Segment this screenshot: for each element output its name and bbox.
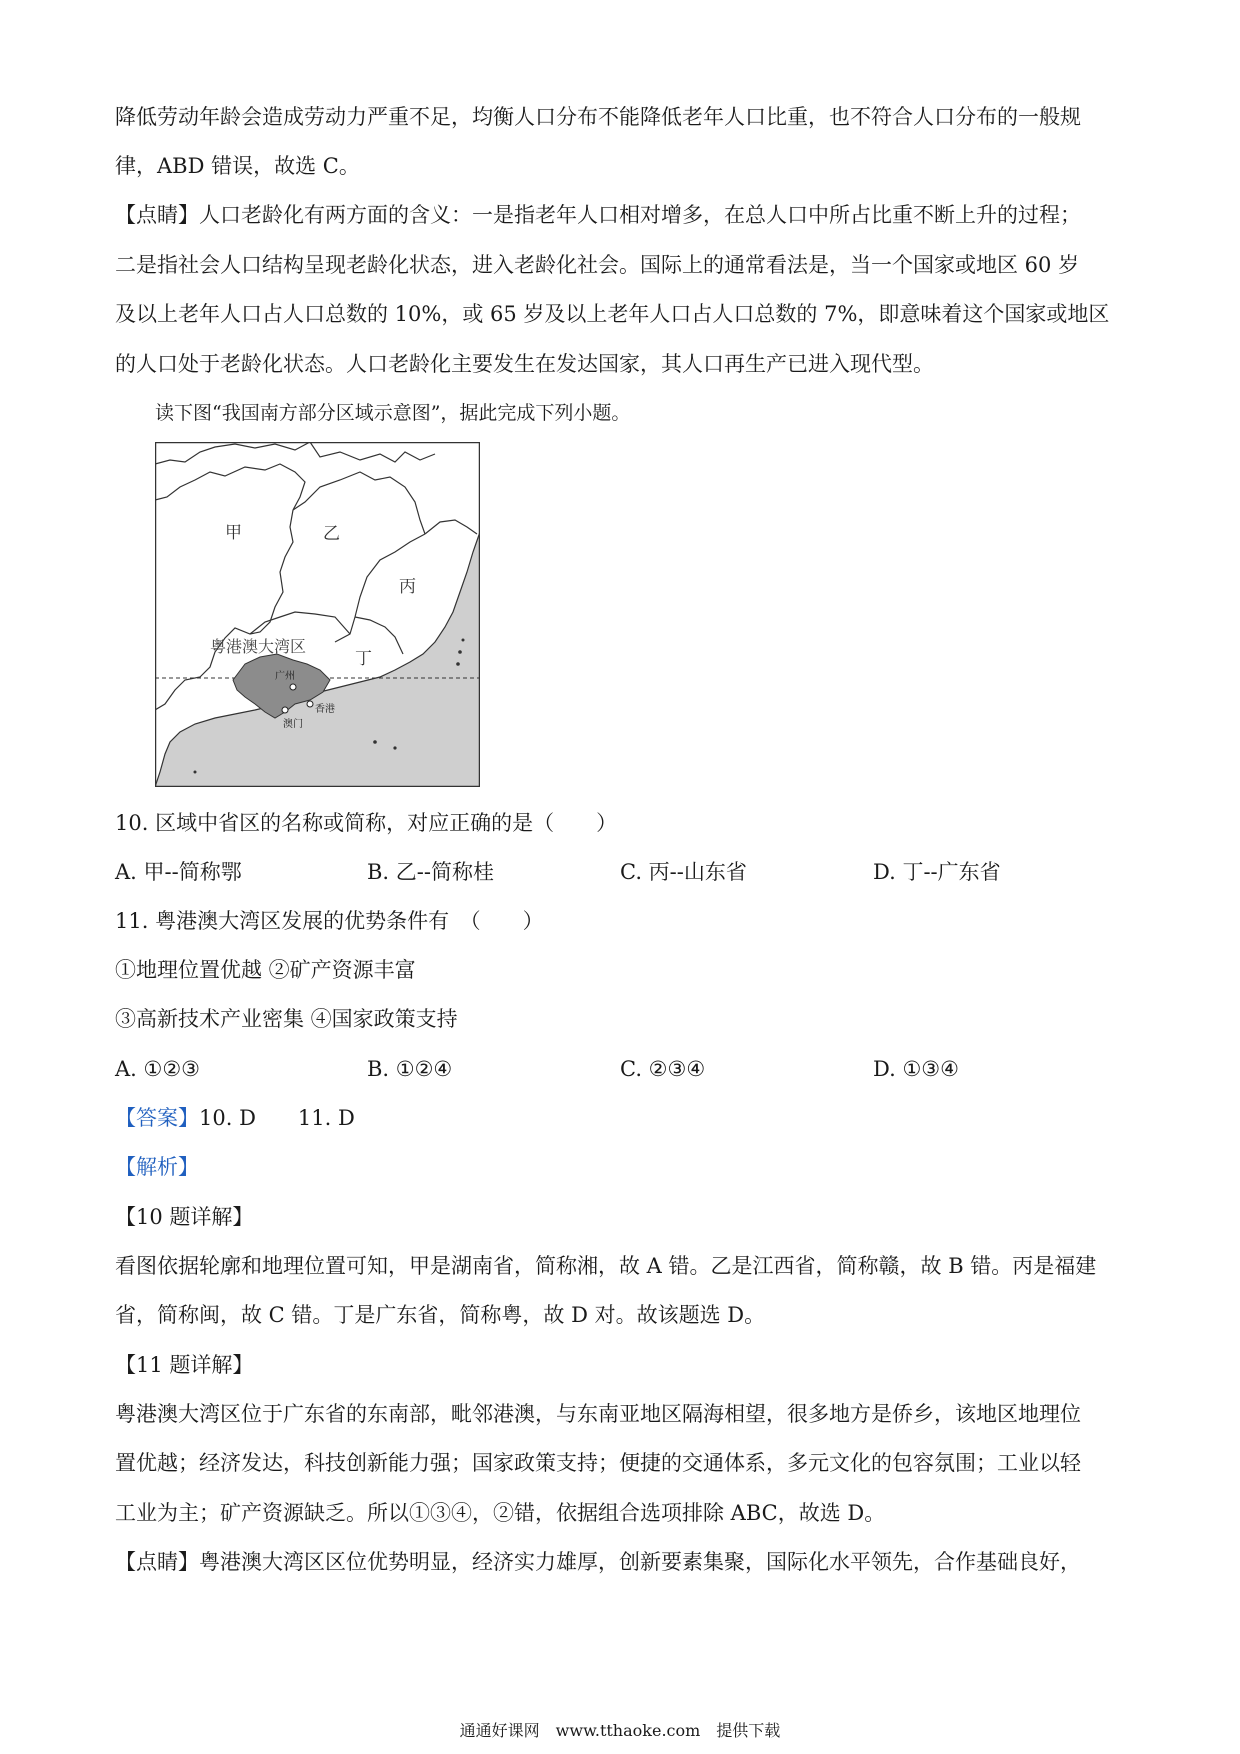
label-ding: 丁 — [355, 649, 372, 669]
hongkong-marker — [307, 701, 313, 707]
q10-option-b: B. 乙--简称桂 — [367, 860, 494, 884]
question-10-stem: 10. 区域中省区的名称或简称，对应正确的是（ ） — [115, 811, 618, 835]
answer-text: 10. D 11. D — [199, 1106, 355, 1130]
detail-10-line: 看图依据轮廓和地理位置可知，甲是湖南省，简称湘，故 A 错。乙是江西省，简称赣，故 B 错。丙是福建 — [115, 1254, 1097, 1278]
map-svg — [155, 442, 480, 787]
answer-tag: 【答案】 — [115, 1106, 199, 1130]
dianjing-text: 人口老龄化有两方面的含义：一是指老年人口相对增多，在总人口中所占比重不断上升的过程； — [199, 203, 1081, 227]
q11-item-line: ③高新技术产业密集 ④国家政策支持 — [115, 1007, 458, 1031]
q11-option-d: D. ①③④ — [873, 1057, 959, 1081]
label-guangzhou: 广州 — [275, 671, 295, 682]
paragraph-line: 降低劳动年龄会造成劳动力严重不足，均衡人口分布不能降低老年人口比重，也不符合人口分布的一般规 — [115, 105, 1081, 129]
detail-11-title: 【11 题详解】 — [115, 1353, 254, 1377]
label-jia: 甲 — [225, 523, 242, 543]
dianjing-tag: 【点睛】 — [115, 203, 199, 227]
dianjing-2-tag: 【点睛】 — [115, 1550, 199, 1574]
question-intro: 读下图“我国南方部分区域示意图”，据此完成下列小题。 — [155, 402, 631, 424]
macau-marker — [282, 707, 288, 713]
detail-10-line: 省，简称闽，故 C 错。丁是广东省，简称粤，故 D 对。故该题选 D。 — [115, 1303, 766, 1327]
q11-option-c: C. ②③④ — [620, 1057, 706, 1081]
dianjing-2-line — [115, 1547, 1081, 1577]
dianjing-line: 及以上老年人口占人口总数的 10%，或 65 岁及以上老年人口占人口总数的 7%，即意味着这个国家或地区 — [115, 302, 1110, 326]
dianjing-line: 的人口处于老龄化状态。人口老龄化主要发生在发达国家，其人口再生产已进入现代型。 — [115, 352, 934, 376]
q10-option-c: C. 丙--山东省 — [620, 860, 747, 884]
label-macau: 澳门 — [283, 719, 303, 730]
question-11-stem: 11. 粤港澳大湾区发展的优势条件有 （ ） — [115, 909, 544, 933]
dianjing-line — [115, 200, 1081, 230]
label-bay: 粤港澳大湾区 — [210, 637, 307, 656]
detail-10-title: 【10 题详解】 — [115, 1205, 254, 1229]
analysis-tag: 【解析】 — [115, 1155, 199, 1179]
dianjing-line: 二是指社会人口结构呈现老龄化状态，进入老龄化社会。国际上的通常看法是，当一个国家或地区 60 岁 — [115, 253, 1080, 277]
dianjing-2-text: 粤港澳大湾区区位优势明显，经济实力雄厚，创新要素集聚，国际化水平领先，合作基础良好， — [199, 1550, 1081, 1574]
label-hongkong: 香港 — [315, 704, 335, 715]
page-footer: 通通好课网 www.tthaoke.com 提供下载 — [459, 1721, 781, 1740]
q10-option-d: D. 丁--广东省 — [873, 860, 1001, 884]
guangzhou-marker — [290, 684, 296, 690]
q11-option-b: B. ①②④ — [367, 1057, 453, 1081]
detail-11-line: 粤港澳大湾区位于广东省的东南部，毗邻港澳，与东南亚地区隔海相望，很多地方是侨乡，该地区地理位 — [115, 1402, 1081, 1426]
detail-11-line: 工业为主；矿产资源缺乏。所以①③④，②错，依据组合选项排除 ABC，故选 D。 — [115, 1501, 886, 1525]
q11-item-line: ①地理位置优越 ②矿产资源丰富 — [115, 958, 416, 982]
label-yi: 乙 — [323, 524, 340, 544]
region-map — [155, 442, 480, 787]
label-bing: 丙 — [399, 577, 416, 597]
detail-11-line: 置优越；经济发达，科技创新能力强；国家政策支持；便捷的交通体系，多元文化的包容氛围；工业以轻 — [115, 1451, 1081, 1475]
q10-option-a: A. 甲--简称鄂 — [115, 860, 242, 884]
answer-line — [115, 1103, 355, 1133]
paragraph-line: 律，ABD 错误，故选 C。 — [115, 154, 360, 178]
q11-option-a: A. ①②③ — [115, 1057, 200, 1081]
